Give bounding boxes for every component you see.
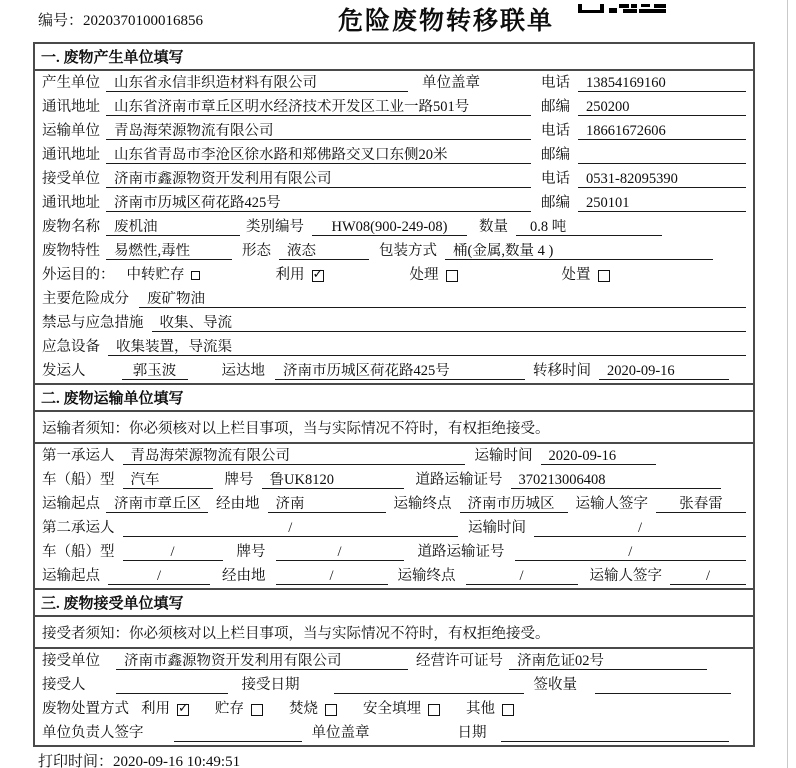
form-row [35,721,753,745]
road-permit2-field: / [515,544,747,561]
address-label: 通讯地址 [42,195,100,211]
form-row [35,239,753,263]
license-label: 经营许可证号 [416,653,503,669]
qr-code-icon [578,0,666,9]
quantity-field: 0.8 吨 [516,219,662,236]
carrier-sign-label: 运输人签字 [575,496,648,512]
traits-label: 废物特性 [42,243,100,259]
equipment-label: 应急设备 [42,339,100,355]
transporter-zip-field [578,147,746,164]
disposal-option-incinerate: 焚烧 [289,701,337,718]
zip-label: 邮编 [541,99,570,115]
doc-number-value: 2020370100016856 [83,13,204,29]
via-label: 经由地 [216,496,260,512]
form-row [35,263,753,287]
carrier2-label: 第二承运人 [42,520,115,536]
start1-field: 济南市章丘区 [106,496,208,513]
form-row [35,564,753,588]
category-label: 类别编号 [246,219,304,235]
transport-time-label: 运输时间 [468,520,526,536]
traits-field: 易燃性,毒性 [106,243,232,260]
disposal-label: 废物处置方式 [42,701,129,717]
checkbox-transfer-storage [191,271,200,280]
form-row [35,215,753,239]
transporter-unit-label: 运输单位 [42,123,100,139]
waste-name-label: 废物名称 [42,219,100,235]
form-row [35,649,753,673]
section-producer-header: 一. 废物产生单位填写 [35,44,753,71]
plate2-field: / [276,544,404,561]
end-label: 运输终点 [393,496,452,512]
purpose-option-transfer-storage: 中转贮存 [127,267,200,284]
form-row [35,468,753,492]
disposal-option-storage: 贮存 [215,701,263,718]
start2-field: / [108,568,210,585]
form-row [35,119,753,143]
manager-sign-field [174,725,302,742]
receiver-notice: 接受者须知：你必须核对以上栏目事项，当与实际情况不符时，有权拒绝接受。 [35,617,753,649]
purpose-label: 外运目的： [42,267,115,283]
checkbox-disposal-utilize [177,704,189,716]
signed-qty-label: 签收量 [533,677,577,693]
receiver-phone-field: 0531-82095390 [578,171,746,188]
doc-number-label: 编号： [38,13,84,29]
form-row [35,516,753,540]
form-row [35,335,753,359]
zip-label: 邮编 [541,147,570,163]
form-row [35,143,753,167]
producer-zip-field: 250200 [578,99,746,116]
carrier-sign2-field: / [670,568,746,585]
carrier1-label: 第一承运人 [42,448,115,464]
equipment-field: 收集装置，导流渠 [108,339,746,356]
section-receiver [35,588,753,745]
transport-time1-field: 2020-09-16 [541,448,656,465]
form-row [35,191,753,215]
section-transport [35,383,753,588]
receiver-unit-field: 济南市鑫源物资开发利用有限公司 [106,171,531,188]
packing-label: 包装方式 [379,243,437,259]
hazard-label: 主要危险成分 [42,291,129,307]
checkbox-disposal-landfill [428,704,440,716]
start-label: 运输起点 [42,496,100,512]
phone-label: 电话 [541,123,570,139]
form-row [35,444,753,468]
form-row [35,697,753,721]
form-row [35,167,753,191]
address-label: 通讯地址 [42,99,100,115]
road-permit-label: 道路运输证号 [417,544,505,560]
producer-phone-field: 13854169160 [578,75,746,92]
road-permit-label: 道路运输证号 [415,472,503,488]
carrier2-field: / [123,520,459,537]
print-time-label: 打印时间： [38,754,114,768]
form-state-field: 液态 [279,243,369,260]
unit-seal-label: 单位盖章 [311,725,370,741]
signed-qty-field [595,677,731,694]
packing-field: 桶(金属,数量 4 ) [445,243,713,260]
hazard-field: 废矿物油 [139,291,746,308]
page-edge-divider [787,0,788,768]
form-row [35,492,753,516]
waste-name-field: 废机油 [106,219,240,236]
destination-label: 运达地 [221,363,265,379]
producer-unit-label: 产生单位 [42,75,100,91]
accept-date-field [334,677,524,694]
purpose-option-utilize: 利用 ✓ [276,267,324,284]
plate1-field: 鲁UK8120 [262,472,404,489]
transport-notice: 运输者须知：你必须核对以上栏目事项，当与实际情况不符时，有权拒绝接受。 [35,412,753,444]
form-row [35,540,753,564]
form-row [35,287,753,311]
transporter-unit-field: 青岛海荣源物流有限公司 [106,123,531,140]
destination-field: 济南市历城区荷花路425号 [275,363,525,380]
section-producer [35,44,753,383]
purpose-option-dispose: 处置 [562,267,610,284]
form-state-label: 形态 [242,243,271,259]
disposal-option-other: 其他 [466,701,514,718]
producer-unit-field: 山东省永信非织造材料有限公司 [106,75,408,92]
via-label: 经由地 [222,568,266,584]
vehicle2-field: / [123,544,223,561]
vehicle-label: 车（船）型 [42,544,115,560]
phone-label: 电话 [541,75,570,91]
carrier-sign1-field: 张春雷 [656,496,746,513]
shipper-label: 发运人 [42,363,86,379]
section-receiver-header: 三. 废物接受单位填写 [35,590,753,617]
sign-date-label: 日期 [457,725,487,741]
section-transport-header: 二. 废物运输单位填写 [35,385,753,412]
address-label: 通讯地址 [42,147,100,163]
plate-label: 牌号 [224,472,254,488]
checkbox-disposal-storage [251,704,263,716]
phone-label: 电话 [541,171,570,187]
transport-time-label: 运输时间 [474,448,533,464]
acceptor-label: 接受人 [42,677,86,693]
form-row [35,673,753,697]
via2-field: / [276,568,388,585]
end-label: 运输终点 [397,568,456,584]
producer-address-field: 山东省济南市章丘区明水经济技术开发区工业一路501号 [106,99,531,116]
checkbox-dispose [598,270,610,282]
accept-unit-label: 接受单位 [42,653,100,669]
via1-field: 济南 [268,496,386,513]
form-row [35,71,753,95]
receiver-address-field: 济南市历城区荷花路425号 [106,195,531,212]
print-time [38,750,240,768]
acceptor-field [116,677,228,694]
transporter-phone-field: 18661672606 [578,123,746,140]
vehicle1-field: 汽车 [123,472,213,489]
start-label: 运输起点 [42,568,100,584]
zip-label: 邮编 [541,195,570,211]
receiver-zip-field: 250101 [578,195,746,212]
unit-seal-label: 单位盖章 [422,75,480,91]
category-field: HW08(900-249-08) [312,219,467,236]
carrier1-field: 青岛海荣源物流有限公司 [123,448,465,465]
plate-label: 牌号 [236,544,266,560]
manifest-form [33,42,755,747]
form-row [35,359,753,383]
form-row [35,311,753,335]
transfer-time-label: 转移时间 [533,363,591,379]
accept-unit-field: 济南市鑫源物资开发利用有限公司 [116,653,408,670]
shipper-field: 郭玉波 [122,363,188,380]
transporter-address-field: 山东省青岛市李沧区徐水路和郑佛路交叉口东侧20米 [106,147,531,164]
transfer-time-field: 2020-09-16 [599,363,729,380]
page-title: 危险废物转移联单 [337,8,554,35]
license-field: 济南危证02号 [509,653,707,670]
checkbox-disposal-other [502,704,514,716]
disposal-option-utilize: 利用 ✓ [141,701,189,718]
quantity-label: 数量 [479,219,508,235]
emergency-label: 禁忌与应急措施 [42,315,144,331]
manager-sign-label: 单位负责人签字 [42,725,144,741]
carrier-sign-label: 运输人签字 [589,568,662,584]
checkbox-disposal-incinerate [325,704,337,716]
form-row [35,95,753,119]
receiver-unit-label: 接受单位 [42,171,100,187]
accept-date-label: 接受日期 [241,677,300,693]
purpose-option-treat: 处理 [410,267,458,284]
end2-field: / [466,568,578,585]
checkbox-utilize [312,270,324,282]
emergency-field: 收集、导流 [152,315,747,332]
checkbox-treat [446,270,458,282]
disposal-option-landfill: 安全填埋 [363,701,440,718]
transport-time2-field: / [534,520,746,537]
print-time-value: 2020-09-16 10:49:51 [113,754,241,768]
road-permit1-field: 370213006408 [511,472,721,489]
vehicle-label: 车（船）型 [42,472,115,488]
end1-field: 济南市历城区 [460,496,568,513]
sign-date-field [501,725,729,742]
